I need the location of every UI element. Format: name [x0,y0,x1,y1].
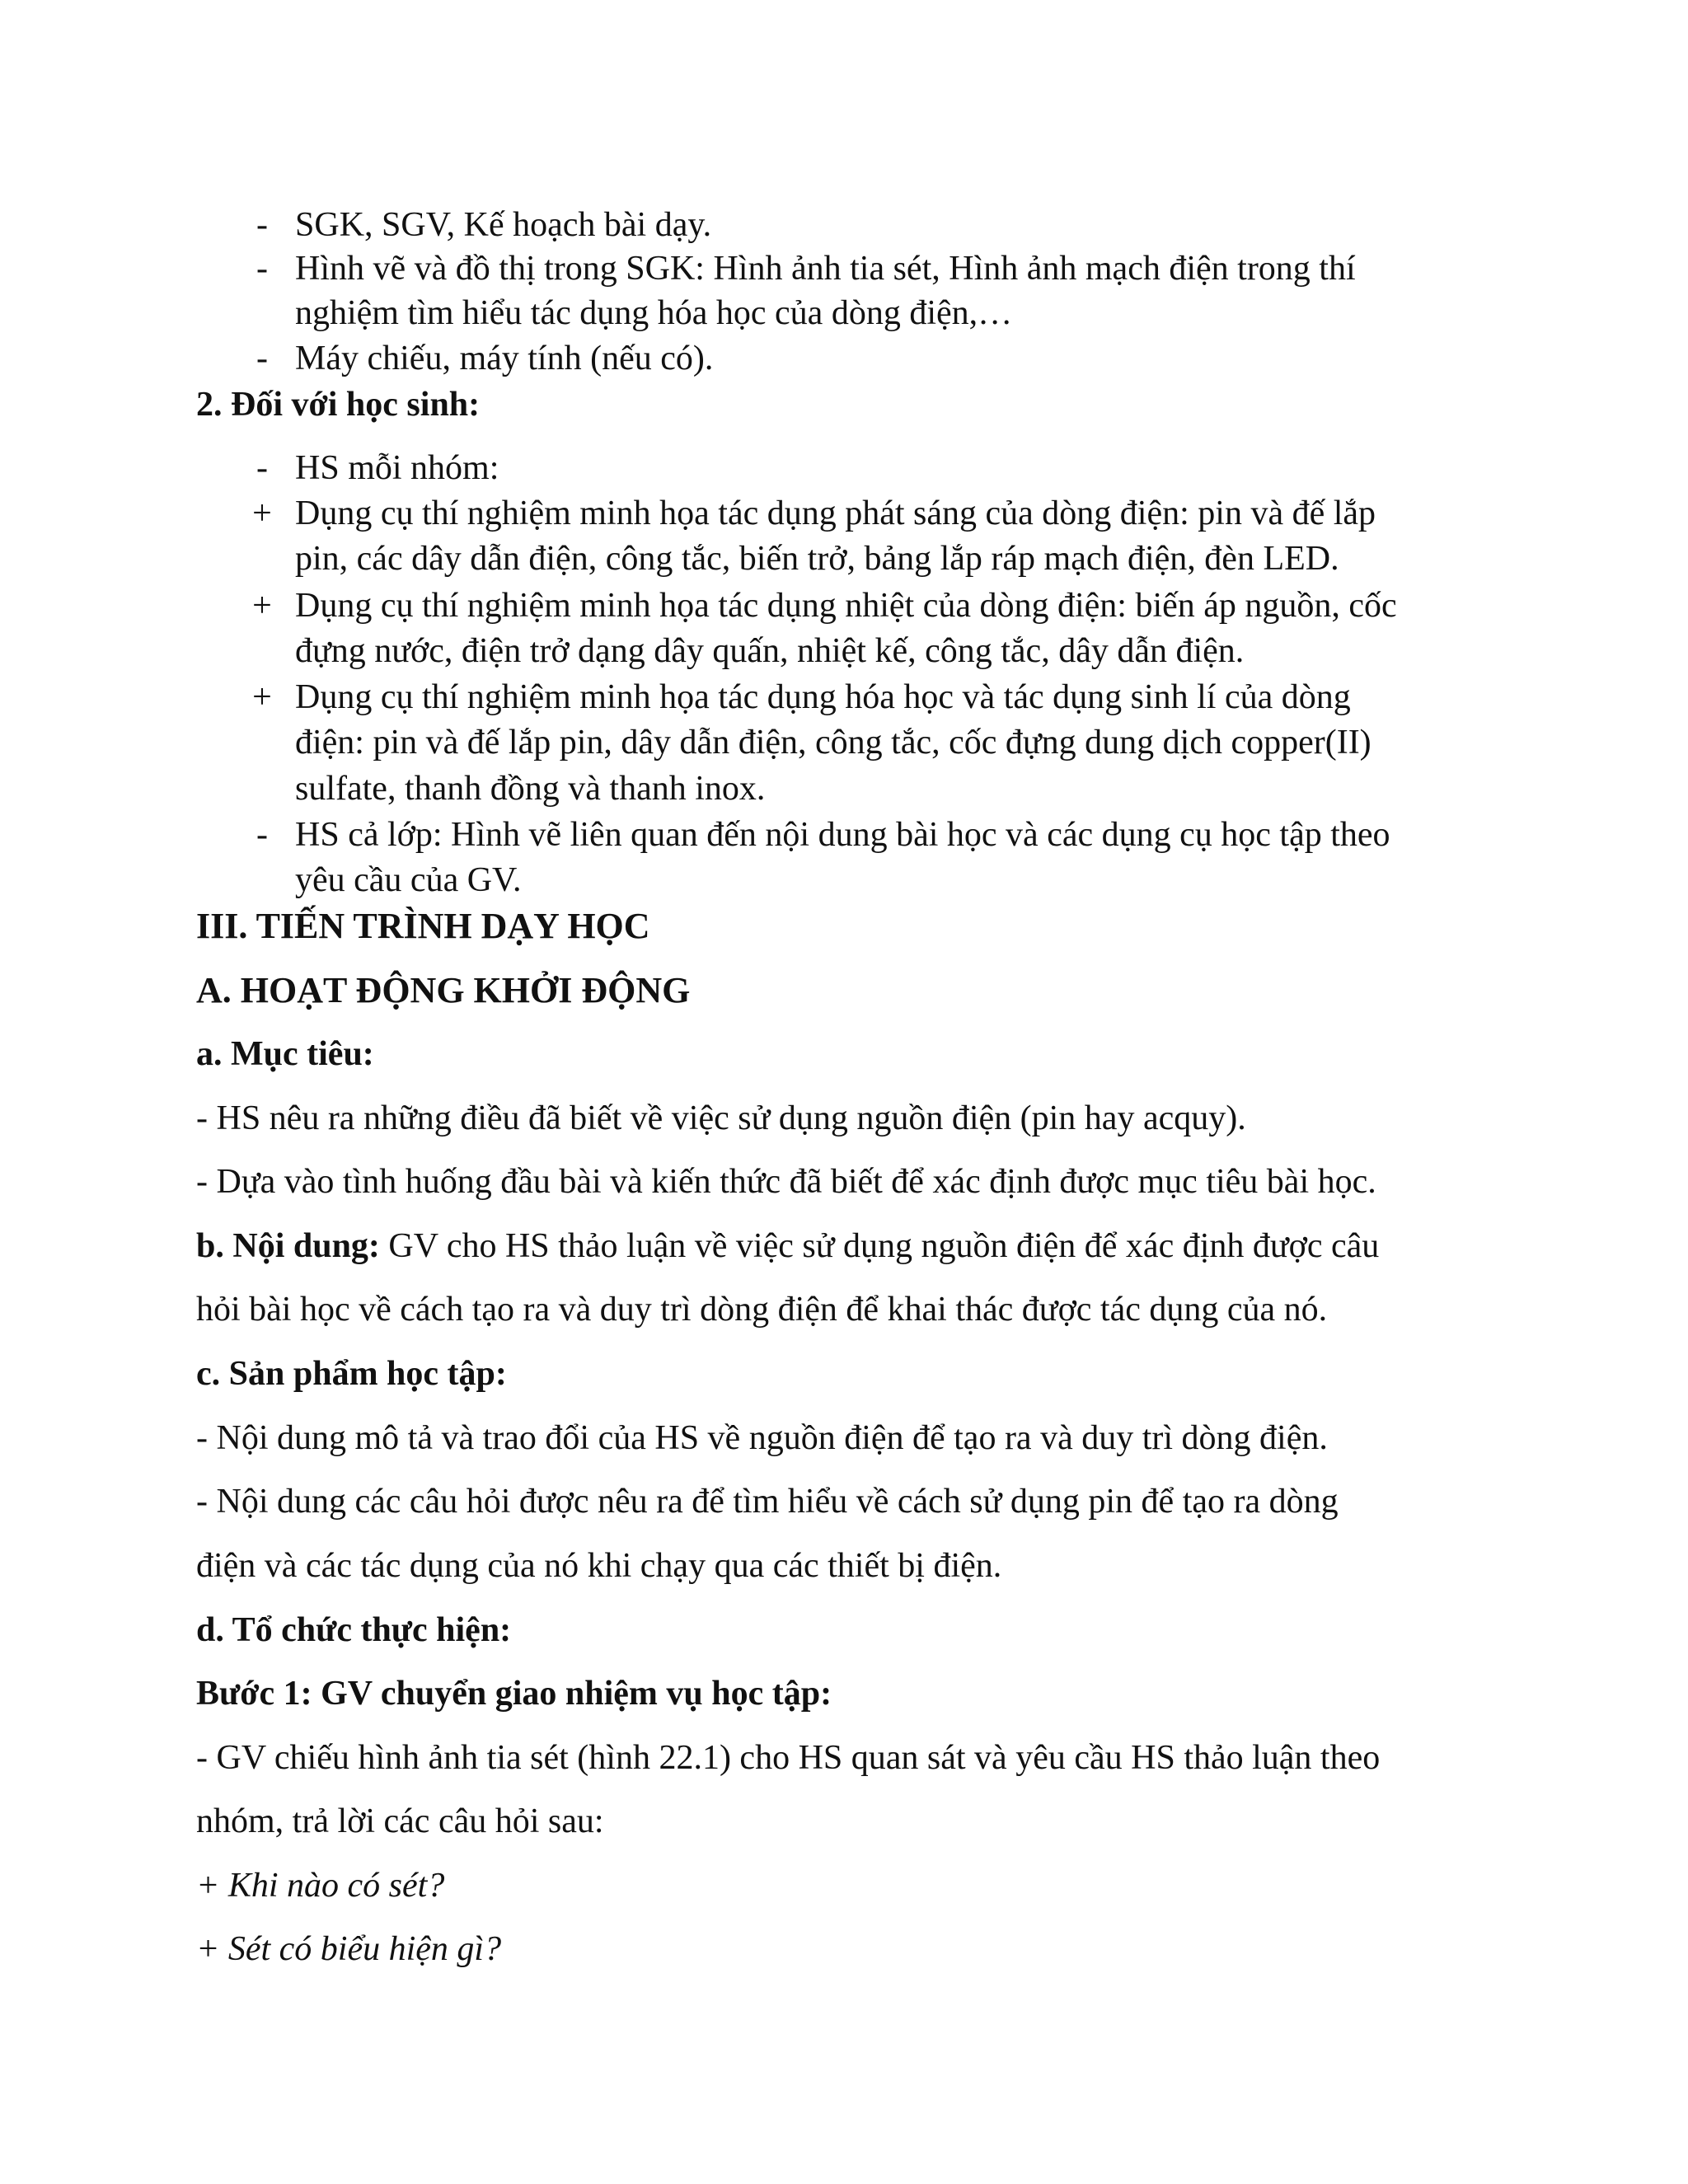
list-marker: - [256,449,268,487]
list-item-text: Máy chiếu, máy tính (nếu có). [295,340,714,377]
list-marker: - [256,250,268,288]
list-item-text: Dụng cụ thí nghiệm minh họa tác dụng hóa học và tác dụng sinh lí của dòng [295,678,1351,716]
step-heading: Bước 1: GV chuyển giao nhiệm vụ học tập: [196,1675,832,1713]
list-item-text: yêu cầu của GV. [295,861,522,899]
paragraph-line: - GV chiếu hình ảnh tia sét (hình 22.1) cho HS quan sát và yêu cầu HS thảo luận theo [196,1739,1381,1777]
question-line: + Sét có biểu hiện gì? [196,1930,502,1968]
list-marker: - [256,340,268,377]
list-item-text: đựng nước, điện trở dạng dây quấn, nhiệt kế, công tắc, dây dẫn điện. [295,632,1245,670]
paragraph-line: điện và các tác dụng của nó khi chạy qua các thiết bị điện. [196,1547,1002,1585]
paragraph-line: hỏi bài học về cách tạo ra và duy trì dòng điện để khai thác được tác dụng của nó. [196,1291,1328,1329]
paragraph-line: - Nội dung mô tả và trao đổi của HS về nguồn điện để tạo ra và duy trì dòng điện. [196,1419,1328,1457]
inline-text: GV cho HS thảo luận về việc sử dụng nguồn điện để xác định được câu [379,1227,1380,1265]
list-marker: + [252,494,272,532]
section-title: A. HOẠT ĐỘNG KHỞI ĐỘNG [196,970,691,1010]
list-item-text: Dụng cụ thí nghiệm minh họa tác dụng phát sáng của dòng điện: pin và đế lắp [295,494,1376,532]
section-heading: 2. Đối với học sinh: [196,386,481,424]
inline-label: b. Nội dung: [196,1227,380,1265]
list-item-text: nghiệm tìm hiểu tác dụng hóa học của dòng điện,… [295,294,1013,332]
list-item-text: điện: pin và đế lắp pin, dây dẫn điện, công tắc, cốc đựng dung dịch copper(II) [295,724,1372,762]
list-marker: + [252,587,272,625]
list-item-text: HS mỗi nhóm: [295,449,499,487]
question-line: + Khi nào có sét? [196,1867,445,1905]
list-item-text: SGK, SGV, Kế hoạch bài dạy. [295,206,712,244]
list-item-text: sulfate, thanh đồng và thanh inox. [295,770,766,808]
paragraph-line: nhóm, trả lời các câu hỏi sau: [196,1802,604,1840]
subsection-heading: c. Sản phẩm học tập: [196,1355,507,1393]
paragraph-line: - HS nêu ra những điều đã biết về việc sử dụng nguồn điện (pin hay acquy). [196,1099,1246,1137]
list-marker: + [252,678,272,716]
subsection-heading: d. Tổ chức thực hiện: [196,1611,512,1649]
list-item-text: HS cả lớp: Hình vẽ liên quan đến nội dung bài học và các dụng cụ học tập theo [295,816,1390,854]
list-item-text: Dụng cụ thí nghiệm minh họa tác dụng nhiệt của dòng điện: biến áp nguồn, cốc [295,587,1397,625]
paragraph-line: - Nội dung các câu hỏi được nêu ra để tìm hiểu về cách sử dụng pin để tạo ra dòng [196,1483,1339,1521]
list-marker: - [256,206,268,244]
list-marker: - [256,816,268,854]
list-item-text: Hình vẽ và đồ thị trong SGK: Hình ảnh tia sét, Hình ảnh mạch điện trong thí [295,250,1356,288]
paragraph-line: - Dựa vào tình huống đầu bài và kiến thức đã biết để xác định được mục tiêu bài học. [196,1163,1376,1201]
subsection-heading: a. Mục tiêu: [196,1035,374,1073]
section-title: III. TIẾN TRÌNH DẠY HỌC [196,906,650,946]
list-item-text: pin, các dây dẫn điện, công tắc, biến trở, bảng lắp ráp mạch điện, đèn LED. [295,540,1339,578]
paragraph-line [196,1223,1515,1269]
